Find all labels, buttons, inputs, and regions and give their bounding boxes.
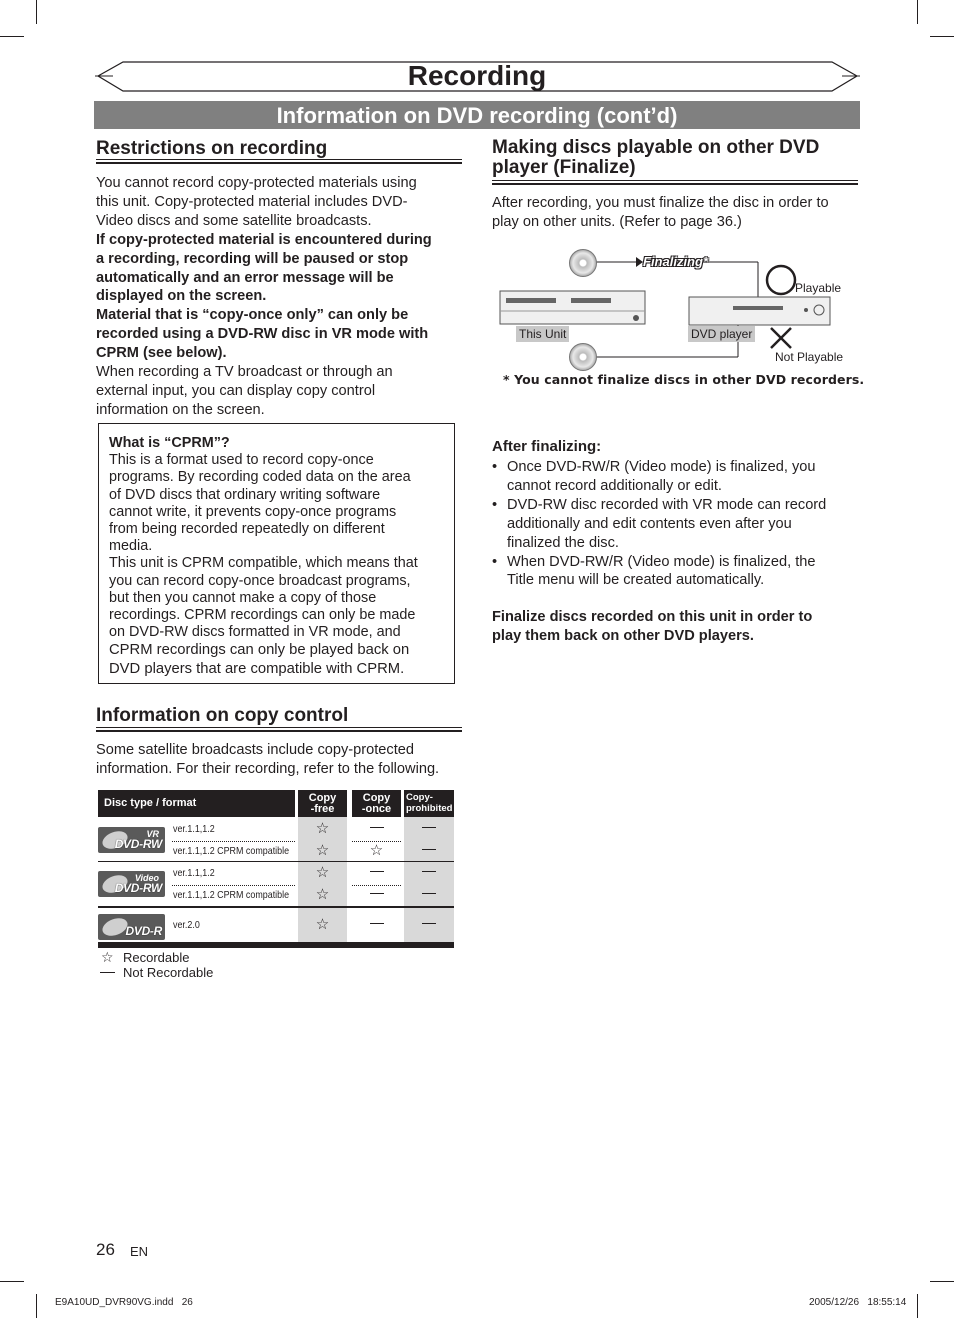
finalize-text <box>492 194 862 232</box>
restrictions-text <box>96 174 466 420</box>
dvd-r-logo <box>98 914 165 940</box>
row-divider <box>172 841 295 842</box>
star-icon: ☆ <box>315 864 330 881</box>
finalize-note: * You cannot finalize discs in other DVD recorders. <box>503 372 865 387</box>
cprm-line: you can record copy-once broadcast programs, <box>109 572 411 589</box>
bullet-item <box>492 496 862 553</box>
finalize-line: play on other units. (Refer to page 36.) <box>492 213 742 230</box>
finalizing-label: Finalizing* <box>643 254 708 269</box>
restrictions-heading: Restrictions on recording <box>96 138 328 159</box>
playable-label: Playable <box>795 281 842 295</box>
star-icon: ☆ <box>315 886 330 903</box>
logo-video-text: Video <box>134 873 159 883</box>
restrictions-line: If copy-protected material is encountered during <box>96 231 432 248</box>
crop-mark <box>917 1294 918 1318</box>
crop-mark <box>930 1281 954 1282</box>
table-header-copy-prohibited <box>404 790 454 817</box>
restrictions-line: external input, you can display copy control <box>96 382 376 399</box>
logo-r-text: DVD-R <box>125 924 162 938</box>
logo-vr-text: VR <box>146 829 159 839</box>
finalize-heading-line-2: player (Finalize) <box>492 157 636 178</box>
format-version: ver.1.1,1.2 <box>173 867 215 879</box>
bullet-line: additionally and edit contents even after you <box>507 515 792 532</box>
disc-icon <box>569 249 597 277</box>
cprm-line: programs. By recording coded data on the area <box>109 469 411 486</box>
table-header-copy-once <box>352 790 401 817</box>
dash-icon <box>422 871 436 872</box>
crop-mark <box>36 0 37 24</box>
section-banner: Information on DVD recording (cont’d) <box>94 101 860 129</box>
language-code: EN <box>130 1244 149 1259</box>
header-free-2: -free <box>310 803 335 815</box>
not-playable-label: Not Playable <box>775 350 844 364</box>
finalize-line: After recording, you must finalize the disc in order to <box>492 195 829 211</box>
cprm-line: but then you cannot make a copy of those <box>109 589 377 606</box>
bullet-line: • Once DVD-RW/R (Video mode) is finalized, you <box>507 459 816 475</box>
copy-control-line: information. For their recording, refer to the following. <box>96 760 440 777</box>
star-legend-icon: ☆ <box>101 949 114 965</box>
legend-recordable: Recordable <box>123 950 190 965</box>
star-icon: ☆ <box>369 842 384 859</box>
row-divider <box>172 885 295 886</box>
cprm-line: cannot write, it prevents copy-once programs <box>109 503 397 520</box>
header-proh-1: Copy- <box>406 792 433 803</box>
dvd-rw-vr-logo <box>98 827 165 853</box>
header-once-1: Copy <box>362 792 391 804</box>
header-free-1: Copy <box>308 792 337 804</box>
copy-control-line: Some satellite broadcasts include copy-protected <box>96 742 414 758</box>
dash-icon <box>422 893 436 894</box>
dash-icon <box>370 893 384 894</box>
restrictions-line: automatically and an error message will be <box>96 269 394 286</box>
bullet-item <box>492 553 862 591</box>
cprm-line: This is a format used to record copy-once <box>109 452 374 469</box>
copy-control-heading: Information on copy control <box>96 705 349 726</box>
after-finalizing-heading: After finalizing: <box>492 438 602 455</box>
bullet-line: • DVD-RW disc recorded with VR mode can record <box>507 496 827 513</box>
finalize-heading-line-1: Making discs playable on other DVD <box>492 137 820 158</box>
page-number: 26 <box>96 1240 115 1259</box>
heading-rule <box>96 159 462 164</box>
cprm-line: This unit is CPRM compatible, which means that <box>109 555 418 572</box>
header-once-2: -once <box>361 803 392 815</box>
bullet-line: Title menu will be created automatically. <box>507 572 765 589</box>
dash-icon <box>370 923 384 924</box>
dash-icon <box>370 827 384 828</box>
cprm-line: on DVD-RW discs formatted in VR mode, and <box>109 624 401 641</box>
restrictions-line: You cannot record copy-protected materials using <box>96 175 417 191</box>
crop-mark <box>930 36 954 37</box>
table-bottom-bar <box>98 942 454 948</box>
restrictions-line: When recording a TV broadcast or through an <box>96 364 393 381</box>
finalize-heading <box>492 138 862 178</box>
cprm-line: DVD players that are compatible with CPRM. <box>109 661 405 678</box>
cprm-info-box <box>98 423 455 684</box>
dvd-rw-video-logo <box>98 871 165 897</box>
copy-control-text <box>96 741 468 779</box>
crop-mark <box>36 1294 37 1318</box>
row-divider <box>98 906 454 908</box>
after-finalizing-list <box>492 458 862 590</box>
dash-icon <box>422 827 436 828</box>
crop-mark <box>0 1281 24 1282</box>
row-divider <box>98 861 454 862</box>
dash-icon <box>422 923 436 924</box>
table-header-disc <box>98 790 295 817</box>
header-proh-2: prohibited <box>406 803 453 814</box>
cprm-line: from being recorded repeatedly on different <box>109 521 385 538</box>
star-icon: ☆ <box>315 842 330 859</box>
heading-rule <box>96 727 462 732</box>
closing-line: play them back on other DVD players. <box>492 627 754 644</box>
format-version: ver.1.1,1.2 CPRM compatible <box>173 889 290 901</box>
footer-timestamp: 2005/12/26 18:55:14 <box>809 1297 907 1308</box>
closing-text <box>492 608 862 646</box>
star-icon: ☆ <box>315 916 330 933</box>
disc-icon <box>569 343 597 371</box>
dvd-player-label: DVD player <box>688 326 755 342</box>
restrictions-line: Material that is “copy-once only” can only be <box>96 307 409 324</box>
format-version: ver.1.1,1.2 CPRM compatible <box>173 845 290 857</box>
this-unit-label: This Unit <box>516 326 569 342</box>
bullet-line: cannot record additionally or edit. <box>507 477 722 494</box>
dash-icon <box>370 871 384 872</box>
restrictions-line: this unit. Copy-protected material includes DVD- <box>96 193 408 210</box>
cprm-line: recordings. CPRM recordings can only be made <box>109 607 416 624</box>
bullet-item <box>492 458 862 496</box>
star-icon: ☆ <box>315 820 330 837</box>
dash-legend-icon <box>100 972 115 973</box>
table-header-copy-free <box>298 790 347 817</box>
closing-line: Finalize discs recorded on this unit in order to <box>492 609 813 625</box>
format-version: ver.2.0 <box>173 919 200 931</box>
header-disc-label: Disc type / format <box>104 797 197 809</box>
restrictions-line: displayed on the screen. <box>96 288 267 305</box>
row-divider <box>352 885 401 886</box>
bullet-line: finalized the disc. <box>507 534 619 551</box>
cprm-text <box>109 452 444 679</box>
format-version: ver.1.1,1.2 <box>173 823 215 835</box>
restrictions-line: information on the screen. <box>96 401 265 418</box>
page-title: Recording <box>407 60 547 91</box>
cprm-line: CPRM recordings can only be played back on <box>109 642 410 659</box>
dash-icon <box>422 849 436 850</box>
heading-rule <box>492 180 858 185</box>
crop-mark <box>917 0 918 24</box>
restrictions-line: recorded using a DVD-RW disc in VR mode with <box>96 326 429 343</box>
restrictions-line: CPRM (see below). <box>96 345 227 362</box>
crop-mark <box>0 36 24 37</box>
cprm-title: What is “CPRM”? <box>109 435 230 451</box>
cprm-line: of DVD discs that ordinary writing software <box>109 486 381 503</box>
restrictions-line: Video discs and some satellite broadcasts. <box>96 212 372 229</box>
restrictions-line: a recording, recording will be paused or stop <box>96 250 409 267</box>
footer-filename: E9A10UD_DVR90VG.indd 26 <box>55 1297 193 1308</box>
cprm-line: media. <box>109 538 153 555</box>
logo-rw-text: DVD-RW <box>114 837 162 851</box>
bullet-line: • When DVD-RW/R (Video mode) is finalized, the <box>507 553 816 570</box>
legend-not-recordable: Not Recordable <box>123 965 214 980</box>
logo-rw-text: DVD-RW <box>114 881 162 895</box>
